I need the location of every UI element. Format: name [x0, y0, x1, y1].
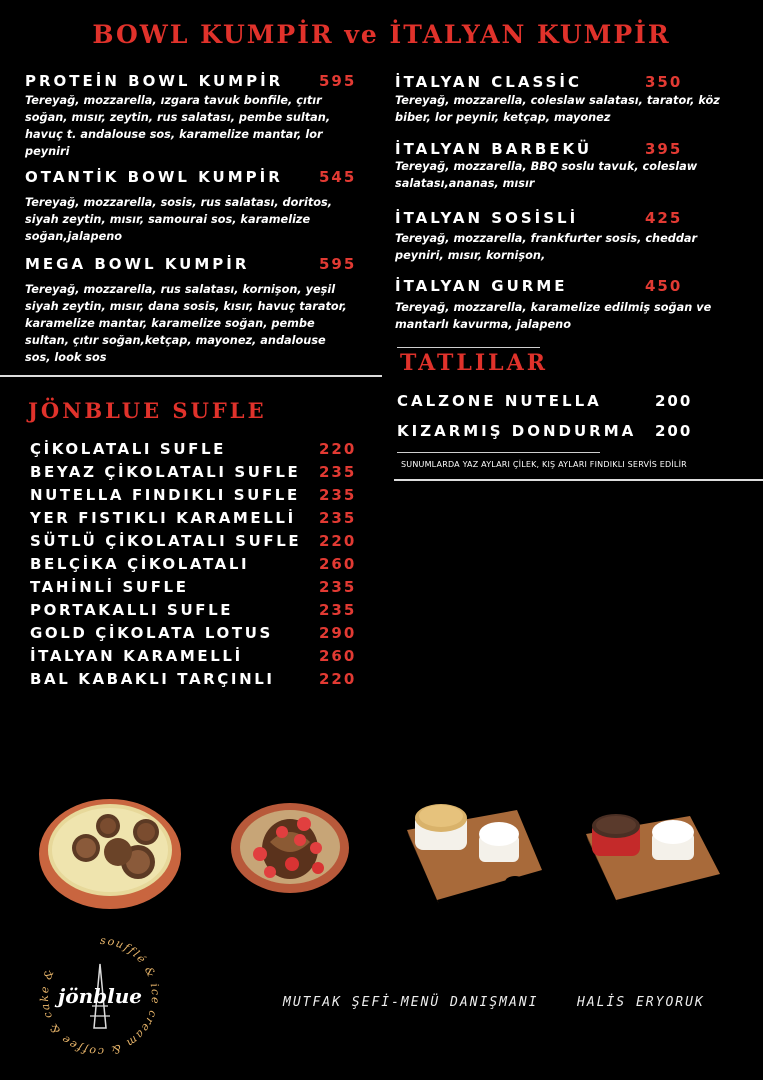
dessert-photo-strawberry [230, 802, 350, 894]
divider [397, 452, 600, 453]
italyan-item-name: İTALYAN GURME [395, 277, 568, 295]
serving-note: SUNUMLARDA YAZ AYLARI ÇİLEK, KIŞ AYLARI FINDIKLI SERVİS EDİLİR [401, 460, 687, 469]
bowl-item-name: MEGA BOWL KUMPİR [25, 255, 250, 273]
dessert-photo-souffle-board-red [580, 808, 722, 908]
sufle-row [30, 440, 360, 463]
sufle-row [30, 486, 360, 509]
sufle-price: 235 [319, 578, 357, 596]
divider [397, 347, 540, 348]
sufle-row [30, 578, 360, 601]
bowl-item-price: 545 [319, 168, 357, 186]
sufle-price: 235 [319, 463, 357, 481]
italyan-item-desc: Tereyağ, mozzarella, BBQ soslu tavuk, coleslaw salatası,ananas, mısır [395, 160, 698, 190]
italyan-item-price: 425 [645, 209, 683, 227]
divider [0, 375, 382, 377]
italyan-item-name: İTALYAN SOSİSLİ [395, 209, 579, 227]
italyan-item-price: 395 [645, 140, 683, 158]
italyan-item-price: 350 [645, 73, 683, 91]
dessert-photo-cups [38, 798, 183, 910]
sufle-row [30, 647, 360, 670]
logo-ring-text: soufflé & ice cream & coffee & cake & [37, 933, 163, 1059]
sufle-name: BEYAZ ÇİKOLATALI SUFLE [30, 463, 301, 481]
italyan-item-desc: Tereyağ, mozzarella, karamelize edilmiş soğan ve mantarlı kavurma, jalapeno [395, 301, 712, 331]
bowl-item-desc: Tereyağ, mozzarella, ızgara tavuk bonfile, çıtır soğan, mısır, zeytin, rus salatası, pembe sultan, havuç t. andalouse sos, karamelize mantar, lor peyniri [25, 94, 331, 158]
italyan-item-desc: Tereyağ, mozzarella, frankfurter sosis, cheddar peyniri, mısır, kornişon, [395, 232, 698, 262]
sufle-name: BAL KABAKLI TARÇINLI [30, 670, 275, 688]
brand-logo [30, 926, 170, 1066]
sufle-price: 220 [319, 440, 357, 458]
sufle-price: 260 [319, 647, 357, 665]
dessert-photo-souffle-board [397, 800, 547, 910]
italyan-item-name: İTALYAN CLASSİC [395, 73, 582, 91]
sufle-name: BELÇİKA ÇİKOLATALI [30, 555, 250, 573]
sufle-row [30, 670, 360, 693]
bowl-item-price: 595 [319, 255, 357, 273]
sufle-name: ÇİKOLATALI SUFLE [30, 440, 226, 458]
sufle-row [30, 532, 360, 555]
tatlilar-title: TATLILAR [400, 350, 548, 376]
sufle-name: İTALYAN KARAMELLİ [30, 647, 243, 665]
sufle-name: TAHİNLİ SUFLE [30, 578, 189, 596]
sufle-name: SÜTLÜ ÇİKOLATALI SUFLE [30, 532, 302, 550]
sufle-price: 235 [319, 486, 357, 504]
sufle-row [30, 624, 360, 647]
sufle-name: PORTAKALLI SUFLE [30, 601, 234, 619]
sufle-price: 260 [319, 555, 357, 573]
sufle-title: JÖNBLUE SUFLE [28, 398, 267, 423]
sufle-name: GOLD ÇİKOLATA LOTUS [30, 624, 273, 642]
sufle-price: 290 [319, 624, 357, 642]
sufle-name: YER FISTIKLI KARAMELLİ [30, 509, 296, 527]
bowl-item-desc: Tereyağ, mozzarella, rus salatası, kornişon, yeşil siyah zeytin, mısır, dana sosis, kısır, havuç tarator, karamelize mantar, karamelize soğan, pembe sultan, çıtır soğan,ketçap, mayonez, andalouse sos, look sos [25, 283, 347, 364]
tatli-item-name: KIZARMIŞ DONDURMA [397, 422, 637, 440]
footer-name: HALİS ERYORUK [577, 995, 705, 1010]
sufle-name: NUTELLA FINDIKLI SUFLE [30, 486, 300, 504]
bowl-item-desc: Tereyağ, mozzarella, sosis, rus salatası, doritos, siyah zeytin, mısır, samourai sos, karamelize soğan,jalapeno [25, 196, 333, 243]
sufle-row [30, 601, 360, 624]
tatli-item-price: 200 [655, 422, 693, 440]
sufle-price: 220 [319, 532, 357, 550]
sufle-price: 235 [319, 509, 357, 527]
bowl-item-name: PROTEİN BOWL KUMPİR [25, 72, 284, 90]
tatli-item-price: 200 [655, 392, 693, 410]
menu-title: BOWL KUMPİR ve İTALYAN KUMPİR [92, 20, 671, 49]
footer-role: MUTFAK ŞEFİ-MENÜ DANIŞMANI [283, 995, 539, 1010]
sufle-price: 220 [319, 670, 357, 688]
tatli-item-name: CALZONE NUTELLA [397, 392, 602, 410]
divider [394, 479, 763, 481]
logo-brand: jönblue [58, 984, 142, 1008]
italyan-item-price: 450 [645, 277, 683, 295]
italyan-item-desc: Tereyağ, mozzarella, coleslaw salatası, tarator, köz biber, lor peynir, ketçap, mayonez [395, 94, 720, 124]
sufle-row [30, 463, 360, 486]
italyan-item-name: İTALYAN BARBEKÜ [395, 140, 593, 158]
bowl-item-price: 595 [319, 72, 357, 90]
sufle-row [30, 509, 360, 532]
sufle-price: 235 [319, 601, 357, 619]
sufle-row [30, 555, 360, 578]
bowl-item-name: OTANTİK BOWL KUMPİR [25, 168, 283, 186]
